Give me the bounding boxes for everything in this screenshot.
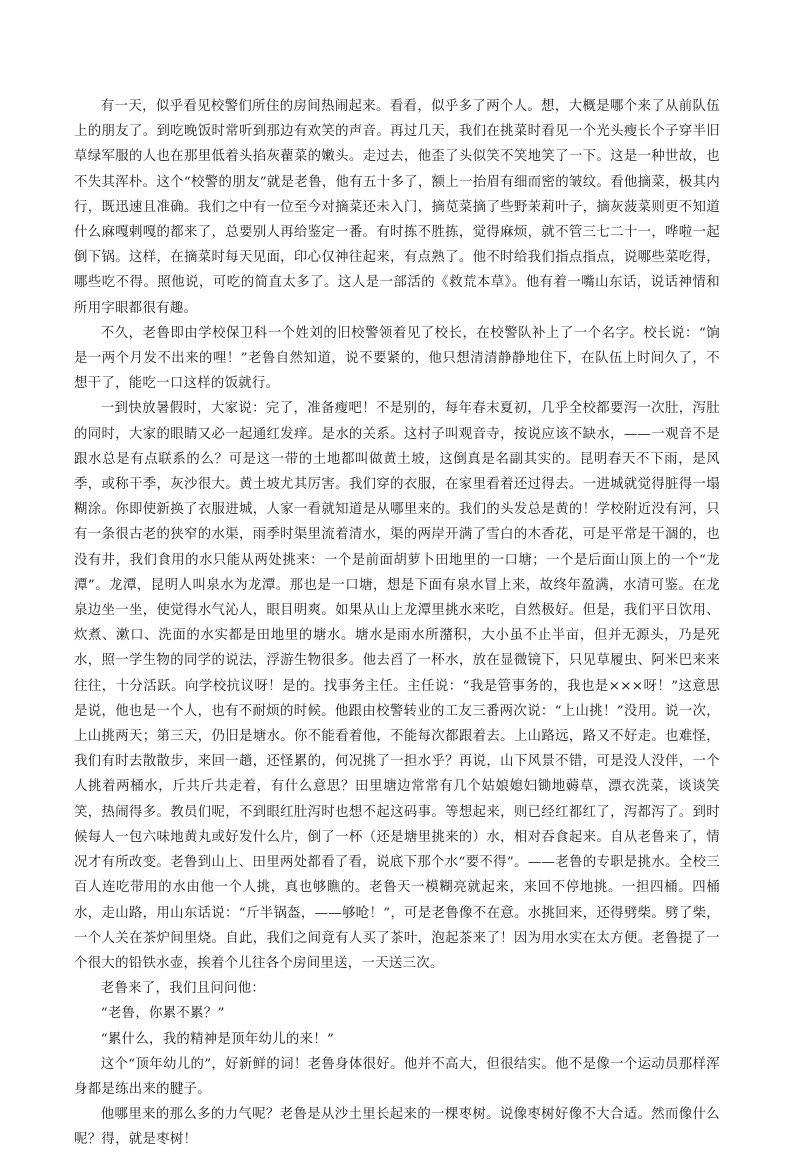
paragraph: 有一天，似乎看见校警们所住的房间热闹起来。看看，似乎多了两个人。想，大概是哪个来了从前队伍上的朋友了。到吃晚饭时常听到那边有欢笑的声音。再过几天，我们在挑菜时看见一个光头瘦长个子穿半旧草绿军服的人也在那里低着头掐灰藋菜的嫩头。走过去，他歪了头似笑不笑地笑了一下。这是一种世故，也不失其浑朴。这个“校警的朋友”就是老鲁，他有五十多了，额上一抬眉有细而密的皱纹。看他摘菜，极其内行，既迅速且准确。我们之中有一位至今对摘菜还未入门，摘苋菜摘了些野茉莉叶子，摘灰菠菜则更不知道什么麻嘎剌嘎的都来了，总要别人再给鉴定一番。有时拣不胜拣，觉得麻烦，就不管三七二十一，哗啦一起倒下锅。这样，在摘菜时每天见面，印心仅神往起来，有点熟了。他不时给我们指点指点，说哪些菜吃得，哪些吃不得。照他说，可吃的简直太多了。这人是一部活的《救荒本草》。他有着一嘴山东话，说话神情和所用字眼都很有趣。 <box>74 99 720 316</box>
dialogue-line: “老鲁，你累不累？” <box>100 1006 225 1022</box>
paragraph: 不久，老鲁即由学校保卫科一个姓刘的旧校警领着见了校长，在校警队补上了一个名字。校长说：“饷是一两个月发不出来的哩！”老鲁自然知道，说不要紧的，他只想清清静静地住下，在队伍上时间久了，不想干了，能吃一口这样的饭就行。 <box>74 325 720 392</box>
paragraph: 这个“顶年幼儿的”，好新鲜的词！老鲁身体很好。他并不高大，但很结实。他不是像一个运动员那样浑身都是练出来的腱子。 <box>74 1056 720 1097</box>
paragraph: 老鲁来了，我们且问问他： <box>100 981 266 997</box>
dialogue-line: “累什么，我的精神是顶年幼儿的来！” <box>100 1031 335 1047</box>
paragraph: 一到快放暑假时，大家说：完了，准备瘦吧！不是别的，每年春末夏初，几乎全校都要泻一次肚，泻肚的同时，大家的眼睛又必一起通红发痒。是水的关系。这村子叫观音寺，按说应该不缺水，——一观音不是跟水总是有点联系的么？可是这一带的土地都叫做黄土坡，这倒真是名副其实的。昆明春天不下雨，是风季，或称干季，灰沙很大。黄土坡尤其厉害。我们穿的衣服，在家里看着还过得去。一进城就觉得脏得一塌糊涂。你即使新换了衣服进城，人家一看就知道是从哪里来的。我们的头发总是黄的！学校附近没有河，只有一条很古老的狭窄的水渠，雨季时渠里流着清水，渠的两岸开满了雪白的木香花，可是平常是干涸的，也没有井，我们食用的水只能从两处挑来：一个是前面胡萝卜田地里的一口塘；一个是后面山顶上的一个“龙潭”。龙潭，昆明人叫泉水为龙潭。那也是一口塘，想是下面有泉水冒上来，故终年盈满，水清可鉴。在龙泉边坐一坐，使觉得水气沁人，眼目明爽。如果从山上龙潭里挑水来吃，自然极好。但是，我们平日饮用、炊煮、漱口、洗面的水实都是田地里的塘水。塘水是雨水所潴积，大小虽不止半亩，但并无源头，乃是死水，照一学生物的同学的说法，浮游生物很多。他去舀了一杯水，放在显微镜下，只见草履虫、阿米巴来来往往，十分活跃。向学校抗议呀！是的。找事务主任。主任说：“我是管事务的，我也是×××呀！”这意思是说，他也是一个人，也有不耐烦的时候。他跟由校警转业的工友三番两次说：“上山挑！”没用。说一次，上山挑两天；第三天，仍旧是塘水。你不能看着他，不能每次都跟着去。上山路远，路又不好走。也难怪，我们有时去散散步，来回一趟，还怪累的，何况挑了一担水乎？再说，山下风景不错，可是没人没伴，一个人挑着两桶水，斤共斤共走着，有什么意思？田里塘边常常有几个姑娘媳妇锄地薅草，漂衣洗菜，谈谈笑笑，热闹得多。教员们呢，不到眼红肚泻时也想不起这码事。等想起来，则已经红都红了，泻都泻了。到时候每人一包六味地黄丸或好发什么片，倒了一杯（还是塘里挑来的）水，相对吞食起来。自从老鲁来了，情况才有所改变。老鲁到山上、田里两处都看了看，说底下那个水“要不得”。——老鲁的专职是挑水。全校三百人连吃带用的水由他一个人挑，真也够瞧的。老鲁天一模糊亮就起来，来回不停地挑。一担四桶。四桶水，走山路，用山东话说：“斤半锅盔，——够呛！”，可是老鲁像不在意。水挑回来，还得劈柴。劈了柴，一个人关在茶炉间里烧。自此，我们之间竟有人买了茶叶，泡起茶来了！因为用水实在太方便。老鲁提了一个很大的铅铁水壶，挨着个儿往各个房间里送，一天送三次。 <box>74 401 720 971</box>
paragraph: 他哪里来的那么多的力气呢？老鲁是从沙土里长起来的一棵枣树。说像枣树好像不大合适。然而像什么呢？得，就是枣树！ <box>74 1107 720 1148</box>
article-body <box>74 94 720 1153</box>
